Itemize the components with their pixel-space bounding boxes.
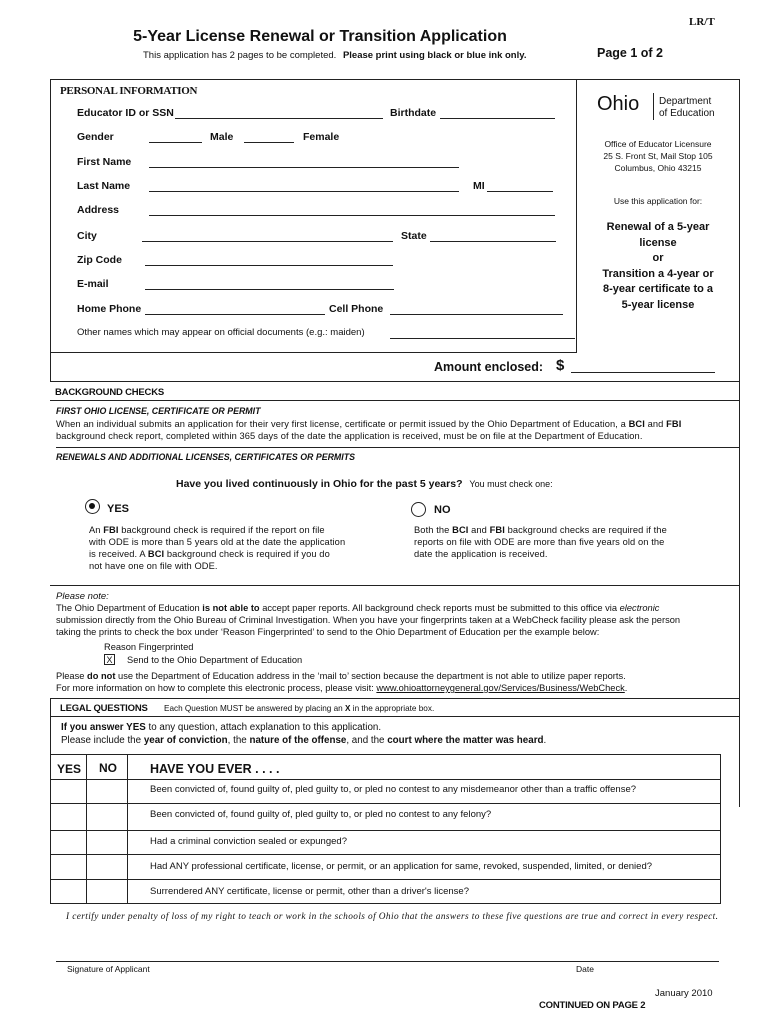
first-license-text [56,418,746,442]
text-segment: background check report, completed within 365 days of the date the application is received, must be on file at the Department of Education. [56,431,643,441]
certification-statement: I certify under penalty of loss of my right to teach or work in the schools of Ohio that the answers to these five questions are true and correct in every respect. [66,912,719,922]
q4-yes-box[interactable] [51,855,86,879]
background-section-title: BACKGROUND CHECKS [55,387,165,398]
text-segment: background check is required if you do [166,549,330,559]
text-segment: taking the prints to check the box under ‘Reason Fingerprinted’ to send to the Ohio Department of Education per the example below: [56,627,600,637]
divider [50,79,740,80]
text-segment: accept paper reports. All background check reports must be submitted to this office via [262,603,618,613]
text-segment: is received. A [89,549,146,559]
purpose-line: Renewal of a 5-year [606,221,710,233]
emphasis: is not able to [202,603,260,613]
subtitle-normal: This application has 2 pages to be completed. [143,50,337,61]
row-divider [50,903,720,904]
state-label: State [401,230,427,242]
text-segment: An [89,525,101,535]
ohio-question [176,478,553,490]
first-license-heading: FIRST OHIO LICENSE, CERTIFICATE OR PERMIT [56,406,261,416]
reason-checkbox: X [104,654,115,665]
currency-symbol: $ [556,357,565,374]
page-title: 5-Year License Renewal or Transition Application [133,28,507,45]
bci-term: BCI [147,549,165,559]
logo-divider [653,93,654,120]
text-segment: and [471,525,487,535]
state-field[interactable] [430,241,556,242]
emphasis: do not [87,671,116,681]
q3-yes-box[interactable] [51,831,86,854]
emphasis: court where the matter was heard [387,735,544,746]
radio-selected-dot [89,503,95,509]
table-border [720,754,721,904]
other-names-label: Other names which may appear on official documents (e.g.: maiden) [77,327,365,338]
divider [50,381,740,382]
text-segment: Both the [414,525,450,535]
yes-explanation [89,524,379,572]
male-field[interactable] [149,142,202,143]
purpose-line: 5-year license [621,298,695,311]
educator-id-label: Educator ID or SSN [77,107,174,119]
legal-question-3: Had a criminal conviction sealed or expunged? [150,836,347,847]
q3-no-box[interactable] [87,831,127,854]
divider [50,716,740,717]
renewal-purpose [578,220,738,313]
text-segment: to any question, attach explanation to this application. [148,722,382,733]
fbi-term: FBI [103,525,119,535]
text-segment: , the [227,735,247,746]
dept-line: of Education [659,108,715,119]
text-segment: When an individual submits an application for their very first license, certificate or permit issued by the Ohio Department of Education, a [56,419,626,429]
home-phone-label: Home Phone [77,303,142,315]
divider [50,585,740,586]
city-field[interactable] [142,241,393,242]
q2-yes-box[interactable] [51,804,86,830]
renewals-heading: RENEWALS AND ADDITIONAL LICENSES, CERTIFICATES OR PERMITS [56,452,355,462]
text-segment: reports on file with ODE are more than five years old on the [414,537,665,547]
do-not-text [56,670,756,694]
note-heading: Please note: [56,591,109,602]
q1-no-box[interactable] [87,780,127,803]
email-label: E-mail [77,278,109,290]
fbi-term: FBI [666,419,682,429]
x-mark: X [345,704,351,713]
purpose-line: license [639,236,677,249]
date-label: Date [576,964,594,974]
mi-label: MI [473,180,485,192]
q1-yes-box[interactable] [51,780,86,803]
use-for: Use this application for: [613,196,703,206]
amount-label: Amount enclosed: [434,360,544,374]
no-explanation [414,524,714,560]
legal-question-5: Surrendered ANY certificate, license or permit, other than a driver's license? [150,886,469,897]
reason-label: Reason Fingerprinted [104,642,194,652]
yes-label: YES [107,503,130,515]
subtitle [143,50,526,61]
question-text: Have you lived continuously in Ohio for the past 5 years? [176,478,463,490]
dept-name [659,96,715,120]
legal-question-2: Been convicted of, found guilty of, pled guilty to, or pled no contest to any felony? [150,809,492,820]
fbi-term: FBI [489,525,505,535]
frame-border [739,79,740,807]
birthdate-field[interactable] [440,118,555,119]
text-segment: Please [56,671,85,681]
mi-field[interactable] [487,191,553,192]
subtitle-bold: Please print using black or blue ink only. [342,50,527,61]
bci-term: BCI [628,419,645,429]
dept-line: Department [659,96,712,107]
divider [50,79,51,381]
zip-field[interactable] [145,265,393,266]
text-segment: and [647,419,664,429]
first-name-field[interactable] [149,167,459,168]
birthdate-label: Birthdate [390,107,437,119]
cell-phone-label: Cell Phone [329,303,384,315]
divider [50,698,740,699]
city-label: City [77,230,97,242]
amount-field[interactable] [571,372,715,373]
legal-section-title: LEGAL QUESTIONS [60,703,148,714]
text-segment: in the appropriate box. [352,704,435,713]
purpose-line: 8-year certificate to a [602,283,714,295]
text-segment: background check is required if the report on file [121,525,325,535]
text-segment: . [624,683,628,693]
emphasis: year of conviction [143,735,228,746]
bci-term: BCI [452,525,469,535]
text-segment: with ODE is more than 5 years old at the date the application [89,537,346,547]
text-segment: Please include the [61,735,142,746]
last-name-label: Last Name [77,180,131,192]
yes-radio[interactable] [85,499,100,514]
continued-notice: CONTINUED ON PAGE 2 [539,1000,646,1011]
legal-question-1: Been convicted of, found guilty of, pled guilty to, or pled no contest to any misdemeanor other than a traffic offense? [150,784,637,795]
no-label: NO [434,504,451,516]
q2-no-box[interactable] [87,804,127,830]
frame-border [50,698,51,754]
yes-column-header: YES [57,762,82,776]
ohio-logo: Ohio [597,93,640,115]
text-segment: The Ohio Department of Education [56,603,200,613]
emphasis: electronic [619,603,660,613]
text-segment: For more information on how to complete this electronic process, please visit: [56,683,374,693]
legal-instruction [164,704,434,713]
signature-field[interactable] [56,961,719,962]
gender-label: Gender [77,131,114,143]
table-border [50,754,720,755]
office-line: Columbus, Ohio 43215 [614,163,702,173]
text-segment: not have one on file with ODE. [89,561,218,571]
include-line [61,735,546,746]
q5-no-box[interactable] [87,880,127,903]
divider [56,447,740,448]
office-address [578,138,738,174]
row-divider [50,779,720,780]
if-yes-line [61,722,381,733]
last-name-field[interactable] [149,191,459,192]
first-name-label: First Name [77,156,132,168]
no-radio[interactable] [411,502,426,517]
zip-label: Zip Code [77,254,122,266]
text-segment: Each Question MUST be answered by placing an [164,704,343,713]
emphasis: If you answer YES [61,722,146,733]
other-names-field[interactable] [390,338,575,339]
must-check: You must check one: [469,479,553,489]
q5-yes-box[interactable] [51,880,86,903]
male-label: Male [210,131,234,143]
webcheck-link[interactable]: www.ohioattorneygeneral.gov/Services/Business/WebCheck [376,683,625,693]
have-you-ever-header: HAVE YOU EVER . . . . [150,762,280,776]
reason-option: Send to the Ohio Department of Education [127,655,303,665]
text-segment: . [543,735,547,746]
office-line: 25 S. Front St, Mail Stop 105 [603,151,713,161]
text-segment: date the application is received. [414,549,548,559]
divider [50,352,577,353]
female-label: Female [303,131,340,143]
q4-no-box[interactable] [87,855,127,879]
divider [576,79,577,353]
note-text [56,602,756,638]
text-segment: use the Department of Education address in the ‘mail to’ section because the department is not able to utilize paper reports. [118,671,626,681]
form-code: LR/T [689,16,715,28]
revision-date: January 2010 [655,988,713,999]
home-phone-field[interactable] [145,314,325,315]
table-column-divider [127,754,128,904]
divider [50,400,740,401]
text-segment: background checks are required if the [507,525,667,535]
educator-id-field[interactable] [175,118,383,119]
row-divider [50,879,720,880]
purpose-line: or [652,252,664,264]
signature-label: Signature of Applicant [67,964,150,974]
text-segment: , and the [346,735,385,746]
row-divider [50,854,720,855]
no-column-header: NO [99,761,117,775]
page-indicator: Page 1 of 2 [597,46,663,60]
email-field[interactable] [145,289,394,290]
female-field[interactable] [244,142,294,143]
address-field[interactable] [149,215,555,216]
emphasis: nature of the offense [249,735,347,746]
row-divider [50,830,720,831]
row-divider [50,803,720,804]
text-segment: submission directly from the Ohio Bureau of Criminal Investigation. When you have your fingerprints taken at a WebCheck facility please ask the person [56,615,681,625]
address-label: Address [77,204,120,216]
legal-question-4: Had ANY professional certificate, license, or permit, or an application for same, revoked, suspended, limited, or denied? [150,861,653,872]
cell-phone-field[interactable] [390,314,563,315]
personal-section-title: PERSONAL INFORMATION [60,85,198,97]
purpose-line: Transition a 4-year or [602,267,714,280]
office-line: Office of Educator Licensure [604,139,712,149]
